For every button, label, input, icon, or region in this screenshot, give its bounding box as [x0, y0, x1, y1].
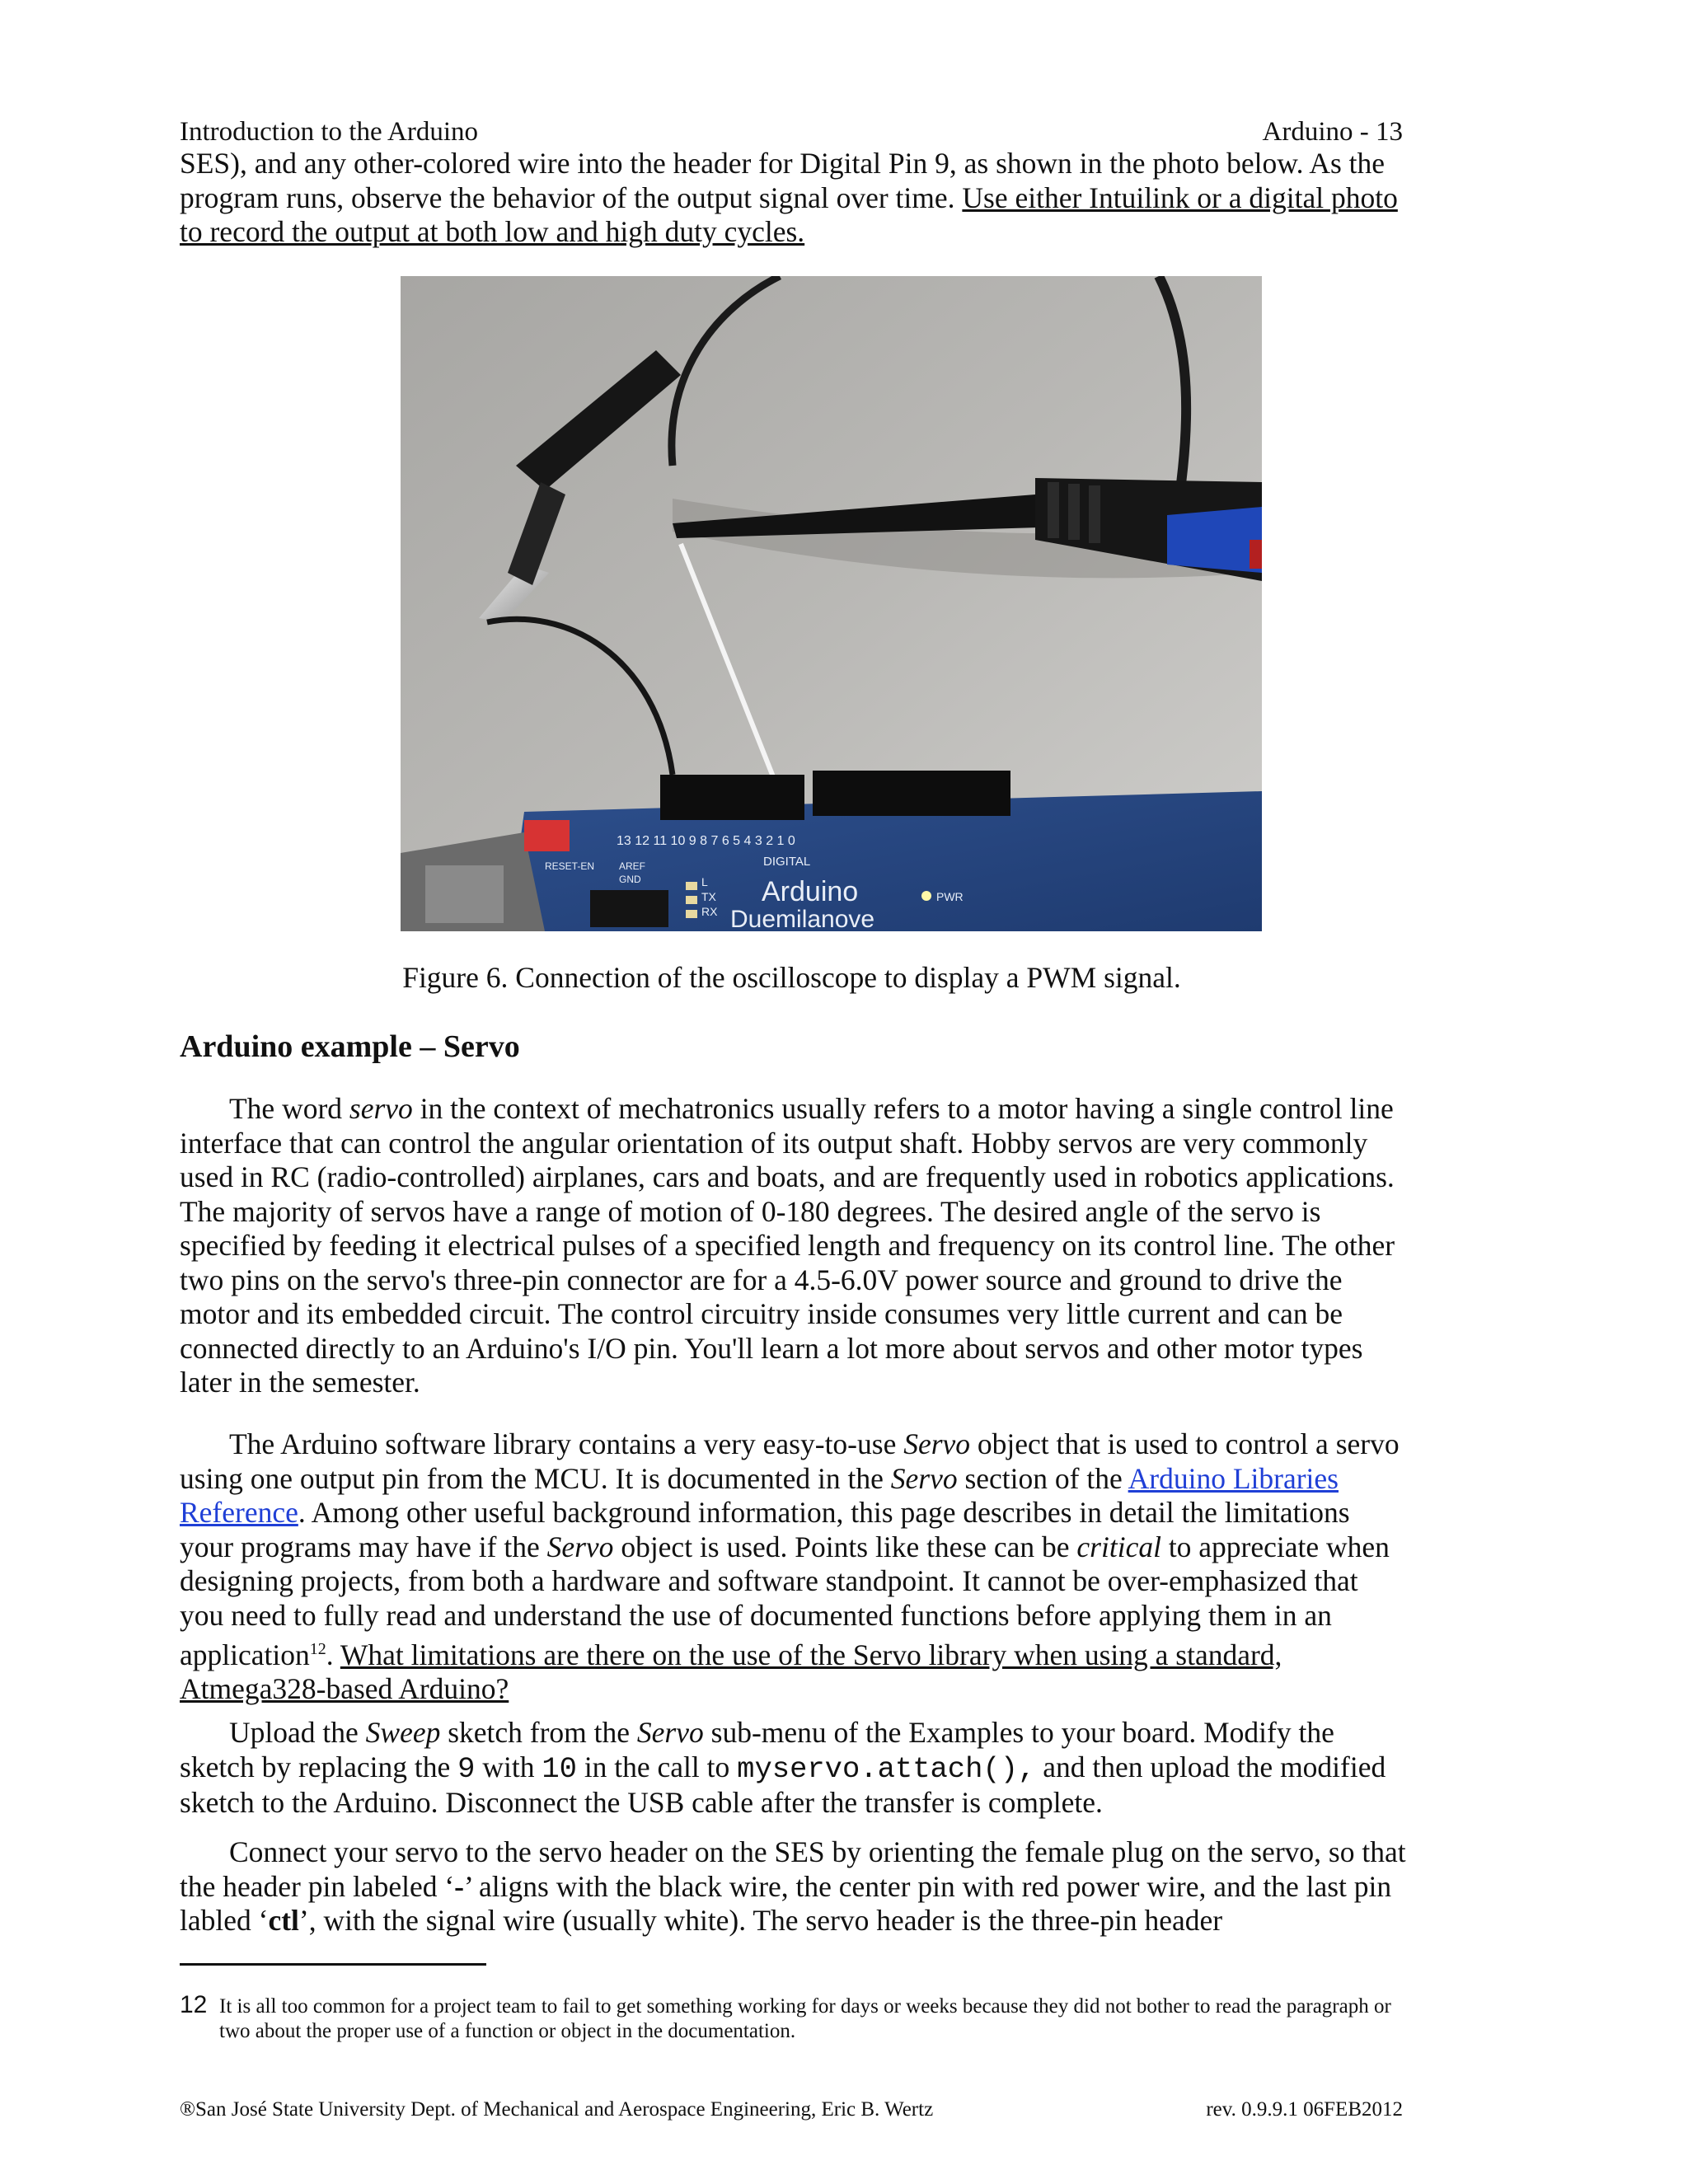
section-heading: Arduino example – Servo: [180, 1029, 520, 1064]
header-right: [813, 771, 1010, 816]
board-label-model: Duemilanove: [730, 906, 875, 931]
paragraph-upload-sweep: Upload the Sweep sketch from the Servo sub-menu of the Examples to your board. Modify the sketch by replacing the 9 with 10 in the call to myservo.attach(), and then upload the modified sketch to the Arduino. Disconnect the USB cable after the transfer is complete.: [180, 1716, 1386, 1819]
board-label-pwr: PWR: [936, 890, 964, 903]
paragraph-connect-servo: Connect your servo to the servo header on the SES by orienting the female plug on the servo, so that the header pin labeled ‘-’ aligns with the black wire, the center pin with red power wire, and the last pin labled ‘ctl’, with the signal wire (usually white). The servo header is the three-pin header: [180, 1835, 1406, 1937]
arduino-libraries-reference-link[interactable]: Arduino Libraries Reference: [180, 1461, 1339, 1529]
footnote-separator: [180, 1963, 486, 1966]
probe-blue-ring: [1167, 507, 1262, 573]
footnote-ref-12[interactable]: 12: [309, 1640, 326, 1658]
board-logo-patch: [524, 820, 570, 851]
board-label-reset: RESET-EN: [545, 860, 595, 872]
board-label-gnd: GND: [619, 874, 641, 885]
intro-text: SES), and any other-colored wire into the header for Digital Pin 9, as shown in the photo below. As the program runs, observe the behavior of the output signal over time.: [180, 147, 1386, 214]
paragraph-servo-intro: The word servo in the context of mechatronics usually refers to a motor having a single control line interface that can control the angular orientation of its output shaft. Hobby servos are very commonly used in RC (radio-controlled) airplanes, cars and boats, and are frequently used in robotics applications. The majority of servos have a range of motion of 0-180 degrees. The desired angle of the servo is specified by feeding it electrical pulses of a specified length and frequency on its control line. The other two pins on the servo's three-pin connector are for a 4.5-6.0V power source and ground to drive the motor and its embedded circuit. The control circuitry inside consumes very little current and can be connected directly to an Arduino's I/O pin. You'll learn a lot more about servos and other motor types later in the semester.: [180, 1092, 1395, 1399]
servo-limitations-question: What limitations are there on the use of the Servo library when using a standard, Atmega328-based Arduino?: [180, 1638, 1282, 1706]
power-led: [921, 891, 931, 901]
footnote-number: 12: [180, 1991, 208, 2018]
intro-underlined-instruction: Use either Intuilink or a digital photo to record the output at both low and high duty cycles.: [180, 180, 1398, 248]
servo-term: servo: [349, 1092, 413, 1125]
figure-caption: Figure 6. Connection of the oscilloscope to display a PWM signal.: [402, 961, 1181, 994]
board-label-l: L: [701, 875, 708, 888]
running-header-title: Introduction to the Arduino: [180, 117, 479, 147]
critical-term: critical: [1076, 1530, 1161, 1563]
header-left: [660, 775, 804, 820]
usb-chip: [590, 890, 668, 927]
code-10: 10: [542, 1751, 577, 1786]
board-label-rx: RX: [701, 905, 718, 918]
intro-paragraph: [180, 147, 1408, 250]
paragraph-servo-library: The Arduino software library contains a very easy-to-use Servo object that is used to control a servo using one output pin from the MCU. It is documented in the Servo section of the Arduino Libraries Reference. Among other useful background information, this page describes in detail the limitations your programs may have if the Servo object is used. Points like these can be critical to appreciate when designing projects, from both a hardware and software standpoint. It cannot be over-emphasized that you need to fully read and understand the use of documented functions before applying them in an application$^{12}$. What limitations are there on the use of the Servo library when using a standard, Atmega328-based Arduino?: [180, 1427, 1400, 1706]
board-label-digital: DIGITAL: [763, 855, 811, 869]
figure-photo: [401, 276, 1262, 931]
footer-copyright: ®San José State University Dept. of Mechanical and Aerospace Engineering, Eric B. Wertz: [180, 2098, 934, 2121]
footer-revision: rev. 0.9.9.1 06FEB2012: [1206, 2098, 1403, 2121]
board-label-aref: AREF: [619, 860, 646, 872]
running-header-page: Arduino - 13: [1262, 117, 1403, 147]
code-myservo-attach: myservo.attach(),: [737, 1751, 1036, 1786]
footnote-text: It is all too common for a project team to fail to get something working for days or weeks because they did not bother to read the paragraph or two about the proper use of a function or object in the documentation.: [219, 1995, 1391, 2042]
board-pin-numbers: 13 12 11 10 9 8 7 6 5 4 3 2 1 0: [617, 834, 795, 848]
oscilloscope-arduino-photo: [401, 276, 1262, 931]
board-label-tx: TX: [701, 890, 716, 903]
code-9: 9: [457, 1751, 476, 1786]
board-label-brand: Arduino: [762, 876, 859, 907]
